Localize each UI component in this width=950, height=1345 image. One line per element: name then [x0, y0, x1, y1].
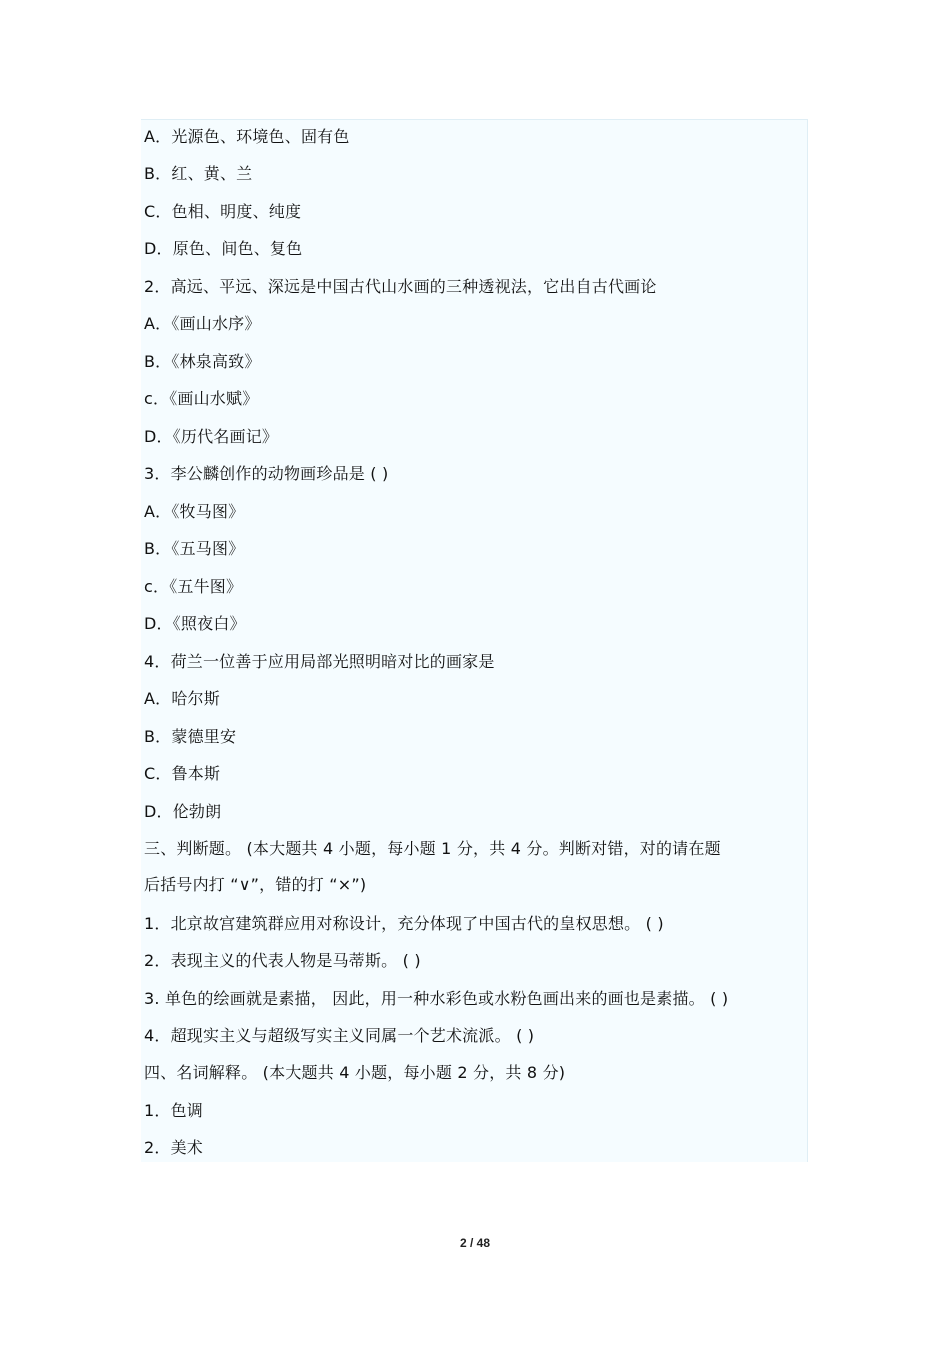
option-c-line: C．鲁本斯: [144, 764, 221, 783]
term-1: 1．色调: [144, 1101, 203, 1120]
option-a-line: A．光源色、环境色、固有色: [144, 127, 350, 146]
option-a-line: A．《画山水序》: [144, 314, 261, 333]
question-2: 2．高远、平远、深远是中国古代山水画的三种透视法，它出自古代画论: [144, 277, 657, 296]
option-b-line: B．《五马图》: [144, 539, 245, 558]
judgment-1: 1．北京故宫建筑群应用对称设计，充分体现了中国古代的皇权思想。 ( ): [144, 914, 664, 933]
option-b-line: B．蒙德里安: [144, 727, 237, 746]
option-d-line: D．原色、间色、复色: [144, 239, 303, 258]
section-3-heading-continued: 后括号内打 “∨”，错的打 “×”): [144, 875, 367, 894]
option-c-line: c．《画山水赋》: [144, 389, 259, 408]
option-a-line: A．哈尔斯: [144, 689, 220, 708]
option-c-line: C．色相、明度、纯度: [144, 202, 302, 221]
page-number: 2 / 48: [459, 1236, 491, 1250]
section-4-heading: 四、名词解释。 (本大题共 4 小题，每小题 2 分，共 8 分): [144, 1063, 566, 1082]
term-2: 2．美术: [144, 1138, 203, 1157]
option-c-line: c．《五牛图》: [144, 577, 243, 596]
document-content: [141, 119, 808, 1162]
option-b-line: B．《林泉高致》: [144, 352, 261, 371]
question-4: 4．荷兰一位善于应用局部光照明暗对比的画家是: [144, 652, 495, 671]
option-a-line: A．《牧马图》: [144, 502, 245, 521]
option-d-line: D．《历代名画记》: [144, 427, 279, 446]
judgment-4: 4．超现实主义与超级写实主义同属一个艺术流派。 ( ): [144, 1026, 535, 1045]
question-3: 3．李公麟创作的动物画珍品是 ( ): [144, 464, 389, 483]
judgment-3: 3. 单色的绘画就是素描， 因此，用一种水彩色或水粉色画出来的画也是素描。 ( ): [144, 989, 729, 1008]
option-d-line: D．《照夜白》: [144, 614, 246, 633]
option-d-line: D．伦勃朗: [144, 802, 222, 821]
option-b-line: B．红、黄、兰: [144, 164, 253, 183]
section-3-heading: 三、判断题。 (本大题共 4 小题，每小题 1 分，共 4 分。判断对错，对的请在题: [144, 839, 721, 858]
judgment-2: 2．表现主义的代表人物是马蒂斯。 ( ): [144, 951, 421, 970]
